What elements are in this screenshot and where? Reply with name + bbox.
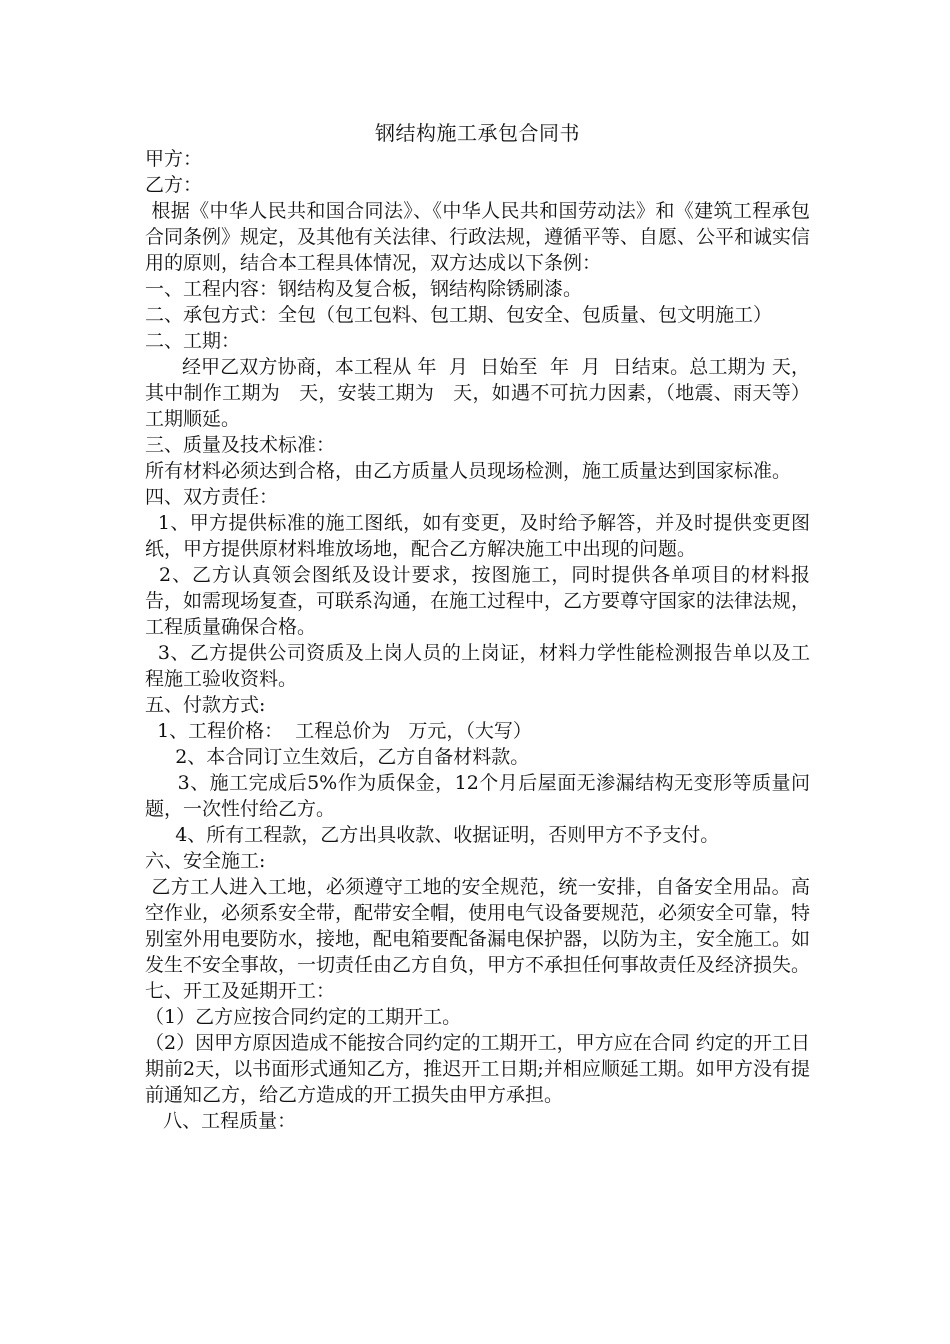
clause-quality-heading: 三、质量及技术标准：	[145, 434, 336, 456]
preamble-paragraph: 根据《中华人民共和国合同法》、《中华人民共和国劳动法》和《建筑工程承包合同条例》规定，及其他有关法律、行政法规，遵循平等、自愿、公平和诚实信用的原则，结合本工程具体情况，双方达成以下条例：	[145, 200, 811, 274]
clause-payment-heading: 五、付款方式:	[145, 694, 266, 716]
clause-schedule-body: 经甲乙双方协商，本工程从 年 月 日始至 年 月 日结束。总工期为 天，其中制作工期为 天，安装工期为 天，如遇不可抗力因素，（地震、雨天等）工期顺延。	[145, 356, 810, 430]
commencement-item-2: （2）因甲方原因造成不能按合同约定的工期开工，甲方应在合同 约定的开工日期前2天，以书面形式通知乙方，推迟开工日期;并相应顺延工期。如甲方没有提前通知乙方，给乙方造成的开工损失由甲方承担。	[145, 1032, 810, 1106]
clause-responsibility-heading: 四、双方责任：	[145, 486, 279, 508]
responsibility-item-2: 2、乙方认真领会图纸及设计要求，按图施工，同时提供各单项目的材料报告，如需现场复查，可联系沟通，在施工过程中，乙方要尊守国家的法律法规，工程质量确保合格。	[145, 564, 811, 638]
responsibility-item-3: 3、乙方提供公司资质及上岗人员的上岗证，材料力学性能检测报告单以及工程施工验收资料。	[145, 642, 810, 690]
party-b-line: 乙方：	[145, 174, 203, 196]
clause-scope: 一、工程内容：钢结构及复合板，钢结构除锈刷漆。	[145, 278, 583, 300]
payment-item-2: 2、本合同订立生效后，乙方自备材料款。	[145, 746, 530, 768]
commencement-item-1: （1）乙方应按合同约定的工期开工。	[145, 1006, 462, 1028]
clause-safety-heading: 六、安全施工:	[145, 850, 266, 872]
payment-item-4: 4、所有工程款，乙方出具收款、收据证明，否则甲方不予支付。	[145, 824, 720, 846]
clause-quality-body: 所有材料必须达到合格，由乙方质量人员现场检测，施工质量达到国家标准。	[145, 460, 792, 482]
clause-safety-body: 乙方工人进入工地，必须遵守工地的安全规范，统一安排，自备安全用品。高空作业，必须系安全带，配带安全帽，使用电气设备要规范，必须安全可靠，特别室外用电要防水，接地，配电箱要配备漏电保护器，以防为主，安全施工。如发生不安全事故，一切责任由乙方自负，甲方不承担任何事故责任及经济损失。	[145, 876, 811, 976]
page-title: 钢结构施工承包合同书	[375, 121, 580, 145]
contract-body	[145, 120, 810, 1134]
clause-schedule-heading: 二、工期：	[145, 330, 241, 352]
clause-quality-work-heading: 八、工程质量：	[145, 1110, 297, 1132]
party-a-line: 甲方：	[145, 148, 203, 170]
payment-item-3: 3、施工完成后5%作为质保金，12个月后屋面无渗漏结构无变形等质量问题，一次性付给乙方。	[145, 772, 810, 820]
clause-contract-method: 二、承包方式：全包（包工包料、包工期、包安全、包质量、包文明施工）	[145, 304, 773, 326]
clause-commencement-heading: 七、开工及延期开工：	[145, 980, 336, 1002]
responsibility-item-1: 1、甲方提供标准的施工图纸，如有变更，及时给予解答，并及时提供变更图纸，甲方提供原材料堆放场地，配合乙方解决施工中出现的问题。	[145, 512, 810, 560]
payment-item-1: 1、工程价格： 工程总价为 万元，（大写）	[145, 720, 532, 742]
